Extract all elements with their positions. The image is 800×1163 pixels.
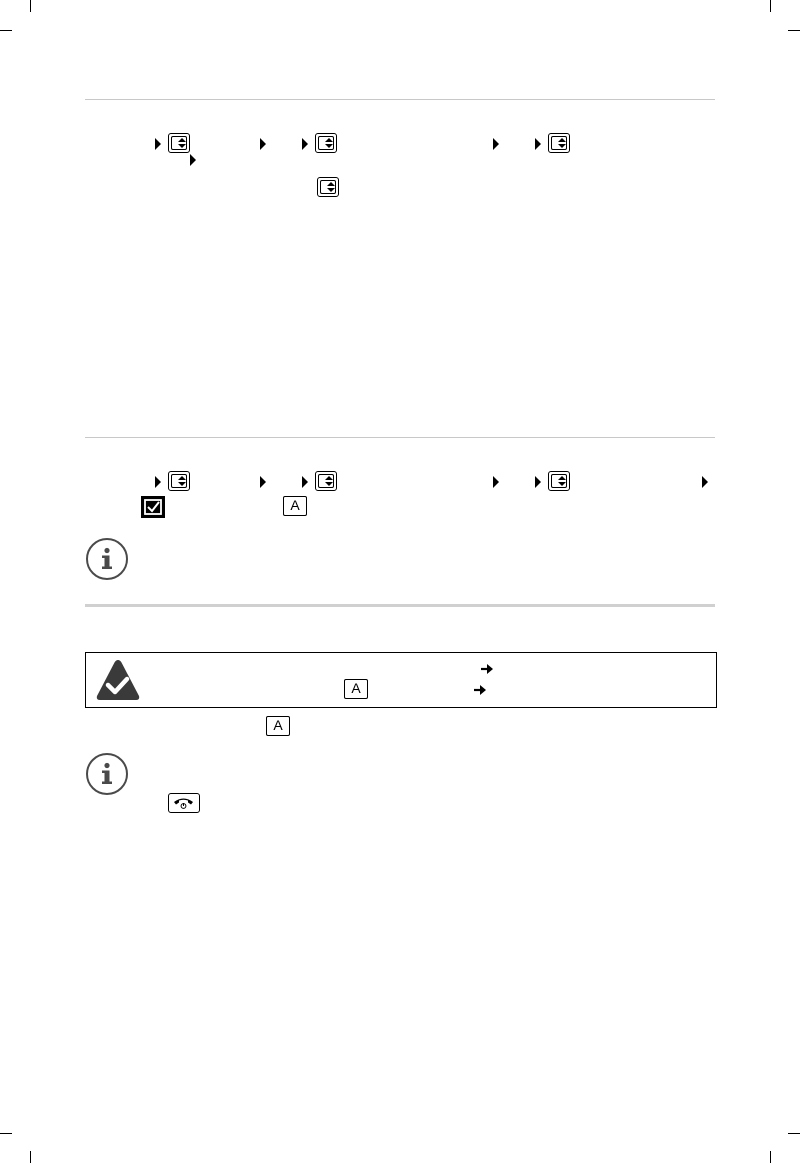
- crop-mark-bottom-right-h: [788, 1133, 800, 1134]
- right-triangle-icon: [302, 138, 308, 150]
- crop-mark-bottom-left-h: [0, 1133, 12, 1134]
- softkey-icon: A: [344, 679, 368, 699]
- navigation-key-icon: [315, 133, 337, 153]
- info-icon: [85, 752, 129, 796]
- check-triangle-icon: [94, 657, 142, 703]
- right-arrow-icon: [473, 684, 487, 696]
- crop-mark-bottom-right-v: [770, 1151, 771, 1163]
- section-divider: [85, 99, 715, 100]
- right-triangle-icon: [260, 476, 266, 488]
- right-arrow-icon: [480, 663, 494, 675]
- navigation-key-icon: [548, 133, 570, 153]
- info-icon: [85, 537, 129, 581]
- right-triangle-icon: [260, 138, 266, 150]
- section-divider: [85, 604, 715, 607]
- right-triangle-icon: [190, 154, 196, 166]
- end-call-key-icon: [168, 793, 200, 813]
- right-triangle-icon: [702, 476, 708, 488]
- softkey-icon: A: [283, 496, 307, 516]
- right-triangle-icon: [535, 138, 541, 150]
- navigation-key-icon: [168, 471, 190, 491]
- section-divider: [85, 437, 715, 438]
- navigation-key-icon: [168, 133, 190, 153]
- navigation-key-icon: [315, 471, 337, 491]
- crop-mark-top-left-v: [30, 0, 31, 12]
- checked-checkbox-icon: [141, 496, 165, 518]
- right-triangle-icon: [493, 138, 499, 150]
- navigation-key-icon: [548, 471, 570, 491]
- right-triangle-icon: [535, 476, 541, 488]
- right-triangle-icon: [302, 476, 308, 488]
- crop-mark-bottom-left-v: [30, 1151, 31, 1163]
- crop-mark-top-right-v: [770, 0, 771, 12]
- right-triangle-icon: [155, 138, 161, 150]
- warning-box: [85, 652, 717, 708]
- softkey-icon: A: [266, 716, 290, 736]
- crop-mark-top-right-h: [788, 30, 800, 31]
- navigation-key-icon: [317, 177, 339, 197]
- crop-mark-top-left-h: [0, 30, 12, 31]
- right-triangle-icon: [493, 476, 499, 488]
- right-triangle-icon: [155, 476, 161, 488]
